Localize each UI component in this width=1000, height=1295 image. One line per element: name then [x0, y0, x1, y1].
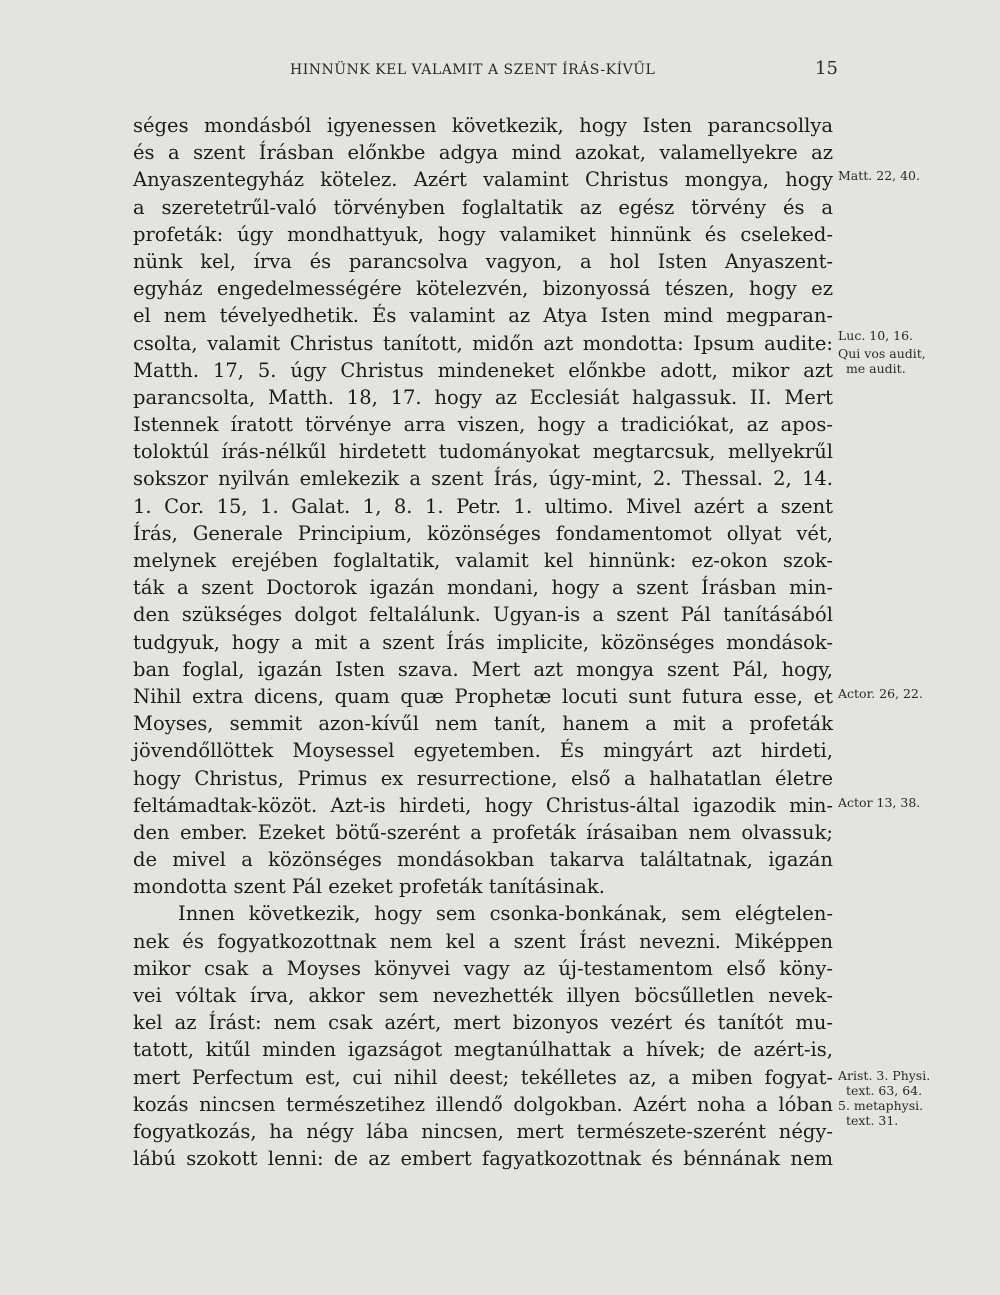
text-line: Írás, Generale Principium, közönséges fondamentomot ollyat vét, — [133, 521, 833, 545]
text-line: jövendőllöttek Moysessel egyetemben. És mingyárt azt hirdeti, — [133, 739, 833, 763]
text-line: profeták: úgy mondhattyuk, hogy valamiket hinnünk és cseleked- — [133, 222, 833, 246]
text-line: Anyaszentegyház kötelez. Azért valamint Christus mongya, hogy — [133, 168, 833, 192]
text-line: fogyatkozás, ha négy lába nincsen, mert természete-szerént négy- — [133, 1119, 833, 1143]
text-line: Istennek íratott törvénye arra viszen, hogy a tradiciókat, az apos- — [133, 413, 833, 437]
text-line: parancsolta, Matth. 18, 17. hogy az Ecclesiát halgassuk. II. Mert — [133, 385, 833, 409]
text-line: el nem tévelyedhetik. És valamint az Atya Isten mind megparan- — [133, 304, 833, 328]
text-line: tudgyuk, hogy a mit a szent Írás implicite, közönséges mondások- — [133, 630, 833, 654]
text-line: Nihil extra dicens, quam quæ Prophetæ locuti sunt futura esse, et — [133, 684, 833, 708]
margin-note: Actor. 26, 22. — [838, 686, 923, 701]
text-line: Moyses, semmit azon-kívűl nem tanít, hanem a mit a profeták — [133, 712, 833, 736]
text-line: de mivel a közönséges mondásokban takarva találtatnak, igazán — [133, 848, 833, 872]
text-line: a szeretetrűl-való törvényben foglaltatik az egész törvény és a — [133, 195, 833, 219]
running-head: HINNÜNK KEL VALAMIT A SZENT ÍRÁS-KÍVŰL — [290, 62, 656, 78]
text-line: vei vóltak írva, akkor sem nevezhették illyen böcsűlletlen nevek- — [133, 984, 833, 1007]
text-line: 1. Cor. 15, 1. Galat. 1, 8. 1. Petr. 1. ultimo. Mivel azért a szent — [133, 494, 833, 518]
margin-note: Arist. 3. Physi. text. 63, 64. 5. metaphysi. text. 31. — [838, 1068, 931, 1128]
text-line: kozás nincsen természetihez illendő dolgokban. Azért noha a lóban — [133, 1092, 833, 1116]
text-line: mikor csak a Moyses könyvei vagy az új-testamentom első köny- — [133, 956, 833, 980]
text-line: nünk kel, írva és parancsolva vagyon, a hol Isten Anyaszent- — [133, 249, 833, 273]
margin-note: Matt. 22, 40. — [838, 168, 920, 183]
text-line: Matth. 17, 5. úgy Christus mindeneket előnkbe adott, mikor azt — [133, 358, 833, 382]
text-line: kel az Írást: nem csak azért, mert bizonyos vezért és tanítót mu- — [133, 1011, 833, 1035]
text-line: hogy Christus, Primus ex resurrectione, első a halhatatlan életre — [133, 766, 833, 790]
margin-note: Qui vos audit, me audit. — [838, 346, 926, 376]
page-number: 15 — [815, 58, 838, 79]
text-line: lábú szokott lenni: de az embert fagyatkozottnak és bénnának nem — [133, 1147, 833, 1171]
text-line: mondotta szent Pál ezeket profeták tanításinak. — [133, 875, 605, 899]
text-line: melynek erejében foglaltatik, valamit kel hinnünk: ez-okon szok- — [133, 549, 833, 572]
text-line: sokszor nyilván emlekezik a szent Írás, úgy-mint, 2. Thessal. 2, 14. — [133, 467, 833, 491]
text-line: csolta, valamit Christus tanított, midőn azt mondotta: Ipsum audite: — [133, 331, 833, 355]
margin-note: Luc. 10, 16. — [838, 328, 914, 343]
text-line: Innen következik, hogy sem csonka-bonkának, sem elégtelen- — [178, 902, 833, 926]
text-line: feltámadtak-közöt. Azt-is hirdeti, hogy Christus-által igazodik min- — [133, 793, 833, 817]
text-line: séges mondásból igyenessen következik, hogy Isten parancsollya — [133, 114, 833, 137]
text-line: tatott, kitűl minden igazságot megtanúlhattak a hívek; de azért-is, — [133, 1038, 833, 1062]
text-line: nek és fogyatkozottnak nem kel a szent Írást nevezni. Miképpen — [133, 929, 833, 953]
text-line: és a szent Írásban előnkbe adgya mind azokat, valamellyekre az — [133, 141, 833, 165]
body-text — [133, 112, 833, 1172]
text-line: den szükséges dolgot feltalálunk. Ugyan-is a szent Pál tanításából — [133, 603, 833, 627]
text-line: toloktúl írás-nélkűl hirdetett tudományokat megtarcsuk, mellyekrűl — [133, 440, 833, 464]
text-line: den ember. Ezeket bötű-szerént a profeták írásaiban nem olvassuk; — [133, 820, 833, 844]
text-line: mert Perfectum est, cui nihil deest; tekélletes az, a miben fogyat- — [133, 1065, 833, 1089]
text-line: ták a szent Doctorok igazán mondani, hogy a szent Írásban min- — [133, 576, 833, 600]
margin-note: Actor 13, 38. — [838, 795, 921, 810]
text-line: egyház engedelmességére kötelezvén, bizonyossá tészen, hogy ez — [133, 277, 833, 301]
text-line: ban foglal, igazán Isten szava. Mert azt mongya szent Pál, hogy, — [133, 657, 833, 681]
